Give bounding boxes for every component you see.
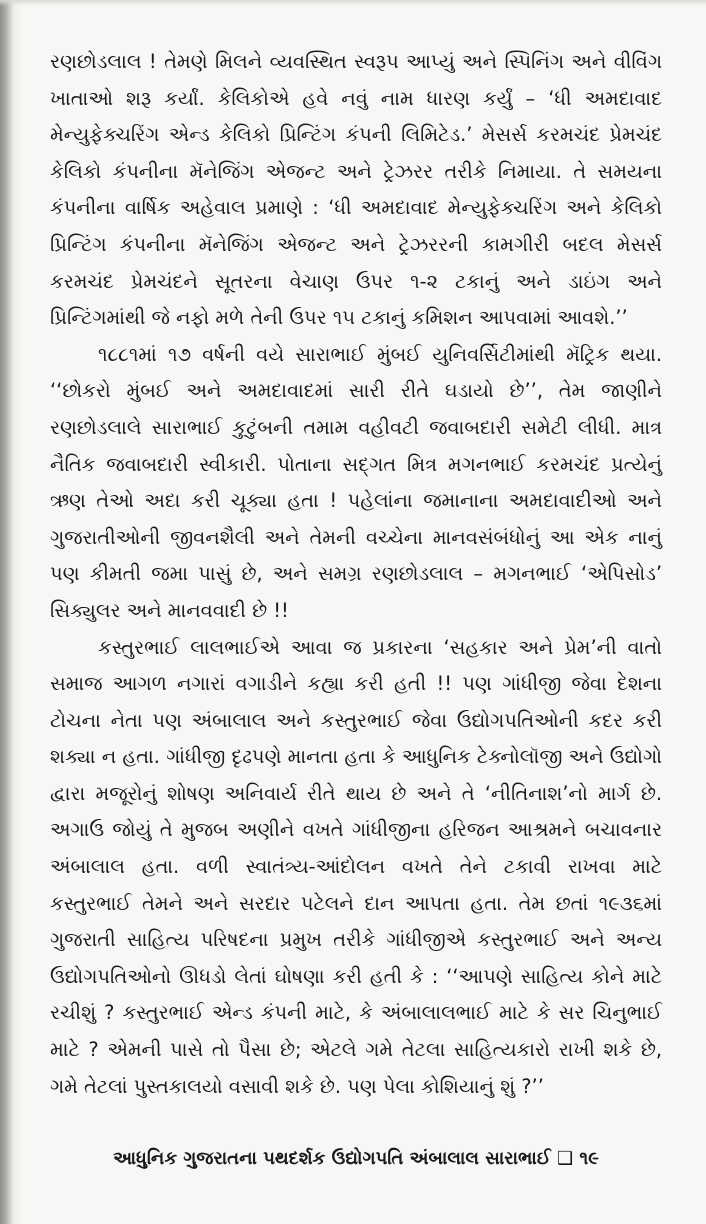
body-text	[50, 44, 662, 1105]
running-footer: આધુનિક ગુજરાતના પથદર્શક ઉદ્યોગપતિ અંબાલાલ સારાભાઈ ❑ ૧૯	[113, 1148, 599, 1169]
paragraph-3: કસ્તુરભાઈ લાલભાઈએ આવા જ પ્રકારના ‘સહકાર અને પ્રેમ’ની વાતો સમાજ આગળ નગારાં વગાડીને કહ્યા કરી હતી !! પણ ગાંધીજી જેવા દેશના ટોચના નેતા પણ અંબાલાલ અને કસ્તુરભાઈ જેવા ઉદ્યોગપતિઓની કદર કરી શક્યા ન હતા. ગાંધીજી દૃઢપણે માનતા હતા કે આધુનિક ટેક્નોલૉજી અને ઉદ્યોગો દ્વારા મજૂરોનું શોષણ અનિવાર્ય રીતે થાય છે અને તે ‘નીતિનાશ’નો માર્ગ છે. અગાઉ જોયું તે મુજબ અણીને વખતે ગાંધીજીના હરિજન આશ્રમને બચાવનાર અંબાલાલ હતા. વળી સ્વાતંત્ર્ય-આંદોલન વખતે તેને ટકાવી રાખવા માટે કસ્તુરભાઈ તેમને અને સરદાર પટેલને દાન આપતા હતા. તેમ છતાં ૧૯૩૬માં ગુજરાતી સાહિત્ય પરિષદના પ્રમુખ તરીકે ગાંધીજીએ કસ્તુરભાઈ અને અન્ય ઉદ્યોગપતિઓનો ઊધડો લેતાં ઘોષણા કરી હતી કે : ‘‘આપણે સાહિત્ય કોને માટે રચીશું ? કસ્તુરભાઈ એન્ડ કંપની માટે, કે અંબાલાલભાઈ માટે કે સર ચિનુભાઈ માટે ? એમની પાસે તો પૈસા છે; એટલે ગમે તેટલા સાહિત્યકારો રાખી શકે છે, ગમે તેટલાં પુસ્તકાલયો વસાવી શકે છે. પણ પેલા કોશિયાનું શું ?’’	[50, 635, 663, 1098]
paragraph-2: ૧૮૮૧માં ૧૭ વર્ષની વયે સારાભાઈ મુંબઈ યુનિવર્સિટીમાંથી મૅટ્રિક થયા. ‘‘છોકરો મુંબઈ અને અમદાવાદમાં સારી રીતે ઘડાયો છે’’, તેમ જાણીને રણછોડલાલે સારાભાઈ કુટુંબની તમામ વહીવટી જવાબદારી સમેટી લીધી. માત્ર નૈતિક જવાબદારી સ્વીકારી. પોતાના સદ્ગત મિત્ર મગનભાઈ કરમચંદ પ્રત્યેનું ઋણ તેઓ અદા કરી ચૂક્યા હતા ! પહેલાંના જમાનાના અમદાવાદીઓ અને ગુજરાતીઓની જીવનશૈલી અને તેમની વચ્ચેના માનવસંબંધોનું આ એક નાનું પણ કીમતી જમા પાસું છે, અને સમગ્ર રણછોડલાલ – મગનભાઈ ‘એપિસોડ’ સિક્યુલર અને માનવવાદી છે !!	[50, 342, 662, 622]
paragraph-1: રણછોડલાલ ! તેમણે મિલને વ્યવસ્થિત સ્વરૂપ આપ્યું અને સ્પિનિંગ અને વીવિંગ ખાતાઓ શરૂ કર્યાં. કેલિકોએ હવે નવું નામ ધારણ કર્યું – ‘ધી અમદાવાદ મેન્યુફેક્ચરિંગ એન્ડ કેલિકો પ્રિન્ટિંગ કંપની લિમિટેડ.’ મેસર્સ કરમચંદ પ્રેમચંદ કેલિકો કંપનીના મૅનેજિંગ એજન્ટ અને ટ્રેઝરર તરીકે નિમાયા. તે સમયના કંપનીના વાર્ષિક અહેવાલ પ્રમાણે : ‘ધી અમદાવાદ મેન્યુફેક્ચરિંગ અને કેલિકો પ્રિન્ટિંગ કંપનીના મૅનેજિંગ એજન્ટ અને ટ્રેઝરરની કામગીરી બદલ મેસર્સ કરમચંદ પ્રેમચંદને સૂતરના વેચાણ ઉપર ૧-૨ ટકાનું અને ડાઇંગ અને પ્રિન્ટિંગમાંથી જે નફો મળે તેની ઉપર ૧૫ ટકાનું કમિશન આપવામાં આવશે.’’	[50, 50, 662, 330]
binding-shadow	[0, 0, 14, 1224]
page-top-edge	[0, 0, 706, 6]
